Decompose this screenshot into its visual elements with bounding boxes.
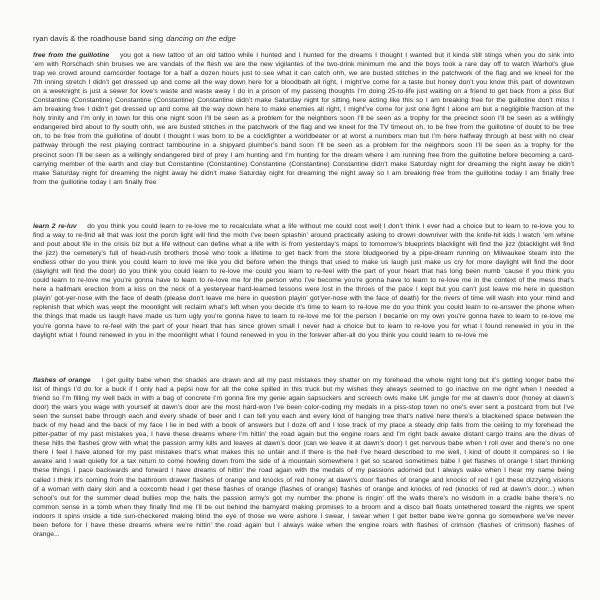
song-lyrics: do you think you could learn to re-love me to recalculate what a life without me could cost well I don’t think I ever had a choice but to learn to re-love you to find a way to re-find all that was lost the porch light will find the moth I’ve been splashin’ around practically asking to drown downriver with the knife-hit kids I watch ’em whine and pout about life in the crisis biz but a life without can define what a life with is from yesterday’s maps to tomorrow’s blueprints blacklight will find the jizz (blacklight will find the jizz) the cemetery’s full of head-rush brothers those who took a lifetime to get back from the store bludgeoned by a pipe-dream running on Milwaukee steam into the endless other do you think you could learn to love me like you did before when the things that used to make us laugh just make us cry for more daylight will find the door (daylight will find the door) do you think you could learn to re-love me could you learn to re-feel with the part of your heart that has long been numb ’cause if you think you could learn to re-love me you’re gonna have to learn to re-love me for the person who I’ve become you’re gonna have to learn to re-love me in the context of the mess that’s here a hallmark erection from a kiss on the neck of a yesteryear hard-learned lessons were lost in the throes of the pace I kept but you can’t just leave me here in question playin’ got-yer-nose with the face of death (please don’t leave me here in question playin’ got’yer-nose with the face of death) for the rivers of time will wash into your mind and replenish that which was wept the moonlight will reclaim what’s left when you decide it’s time to learn to re-love me do you think you could learn to re-answer the phone when the things that made us laugh have made us turn ugly you’re gonna have to learn to re-love me for the person I became on my own you’re gonna have to learn to re-love me you’re gonna have to re-feel with the part of your heart that has since grown small I never had a choice but to learn to re-love you for what I found renewed in you in the daylight what I found renewed in you in the moonlight what I found renewed in you in the forever after-all do you think you could learn to re-love me xyxy=(33,223,574,339)
page-header xyxy=(33,34,236,43)
artist-name: ryan davis & the roadhouse band xyxy=(33,34,147,43)
song-title: flashes of orange xyxy=(33,377,91,384)
song-lyrics: I get guilty babe when the shades are drawn and all my past mistakes they shatter on my forehead the whole night long but it’s getting longer babe the list of things I’d do for a buck if I only had a pepsi now for all the coke spilled in this truck but my wishes they always seemed to go inactive on me right when I needed a friend so I’m filling my well back in with a bag of concrete I’m gonna fire my genie again sapsuckers and screech owls make UK jungle for me at dawn’s door (honey at dawn’s door) the wars you wage with yourself at dawn’s door are the most hard-won I’ve been color-coding my medals in a piss-stop town no one’s ever sent a postcard from but I’ve seen the sunset babe through each and every shade of beer and I can tell you each and every kind of hanging tree that’s native here there’s a blackened space between the back of my head and the back of my face I lie in bed with a book of answers but I doze off and I lose track of my place a steady drip falls from the ceiling to my forehead the pitter-patter of my past mistakes yea, I have these dreams where I’m hittin’ the road again but the engine roars and I’m right back awake distant cargo trains are the divas of these hills the flashes grow with what the passion army kills and leaves at dawn’s door (can we leave it at dawn’s door) I get nervous babe when I roll over and there’s no one there I feel I have atoned for my past mistakes that’s what makes this so unfair and if there is the hell I’ve heard described to me well, I kind of doubt it compares so I lie awake and I wait quietly for a tax return to come howling down from the side of a mountain somewhere I get so scared sometimes babe I get flashes of orange I start thinking these things I pace backwards and forward I have dreams of hittin’ the road again with the medals of my passions adorned but I always wake when I hear my name being called I think it’s coming from the bathroom drawer flashes of orange and knocks of red honey at dawn’s door flashes of orange and knocks of red I get these dizzying visions of a woman with dairy skin and a coxcomb head I get these flashes of orange (flashes of orange) flashes of orange and knocks of red (knocks of red at dawn’s door...) when school’s out for the summer dead bullies mop the halls the passion army’s got my number the phone is ringin’ off the walls there’s no wisdom in a cradle babe there’s no common sense in a tomb when they finally find me I’ll be out behind the barnyard making promises to a broom and a disco ball floats untethered toward the nights we spent indoors it spins inside a tide sun-checkered making blind the eye of those we were ashore I swear, I swear when I get better babe we’re gonna go somewhere we’ve never been before for I have these dreams where we’re hittin’ the road again but I always wake when the engine roars with flashes of crimson (flashes of crimson) flashes of orange... xyxy=(33,377,574,538)
lyrics-section-learn-2-re-luv xyxy=(33,222,574,340)
lyrics-section-flashes-of-orange xyxy=(33,376,574,539)
song-title: free from the guillotine xyxy=(33,52,110,59)
song-lyrics: you got a new tattoo of an old tattoo while I hunted and I hunted for the dreams I thought I wanted but it kinda still stings when you do sink into ’em with Rorschach shin bruises we are vandals of the flesh we are the new vigilantes of the two-drink minimum me and the boys took a rare day off to watch Warhol’s glue trap we crowd around camcorder footage for a half a dozen hours just to see what it can catch ohh, we are busted stitches in the patchwork of the flag and we kneel for the 7th inning stretch I didn’t get dressed up and come all the way down here for a bloodbath all right, I might’ve come for a taste but honey don’t you know this part of downtown on a weeknight is just a sewer for love’s waste and waste away I do in a prison of my passing thoughts I’m doing 25-to-life just waiting on a friend to get back from a piss But Constantine (Constantine) Constantine (Constantine) Constantine didn’t make Saturday night for sitting here acting like this so I am breaking free for the guillotine don’t miss I am breaking free I didn’t get dressed up and come all the way down here to make enemies all right, I might’ve come for just one fight I alone am but a negligible fraction of the holy trinity and I’m only in town for this one night soon I’ll be seen as a problem for the neighbors soon I’ll be seen as a trophy for the precinct soon I’ll be seen as a willingly endangered bird about to fly south ohh, we are busted stitches in the patchwork of the flag and we kneel for the TV timeout oh, to be free from the guillotine of doubt to be free oh, to be free from the guillotine of doubt I thought I was born to be a cockfighter a worldbeater or at worst a numbers man but I’m here halfway through at best with no clear pathway through the rest playing contract tambourine in a shipyard plumber’s band soon I’ll be seen as a problem for the neighbors soon I’ll be seen as a trophy for the precinct soon I’ll be seen as a willingly endangered bird of prey I am hunting and I’m hunting for the dream where I am running free from the guillotine before becoming a card-carrying member of the earth and clay but Constantine (Constantine) Constantine (Constantine) Constantine didn’t make Saturday night for dreaming the night away he didn’t make Saturday night for dreaming the night away he didn’t make Saturday night for dreaming the night away so I am breaking free from the guillotine today I am finally free from the guillotine today I am finally free xyxy=(33,52,574,186)
song-title: learn 2 re-luv xyxy=(33,223,77,230)
album-title: dancing on the edge xyxy=(166,34,236,43)
lyrics-section-free-from-the-guillotine xyxy=(33,51,574,187)
header-verb: sing xyxy=(149,34,164,43)
